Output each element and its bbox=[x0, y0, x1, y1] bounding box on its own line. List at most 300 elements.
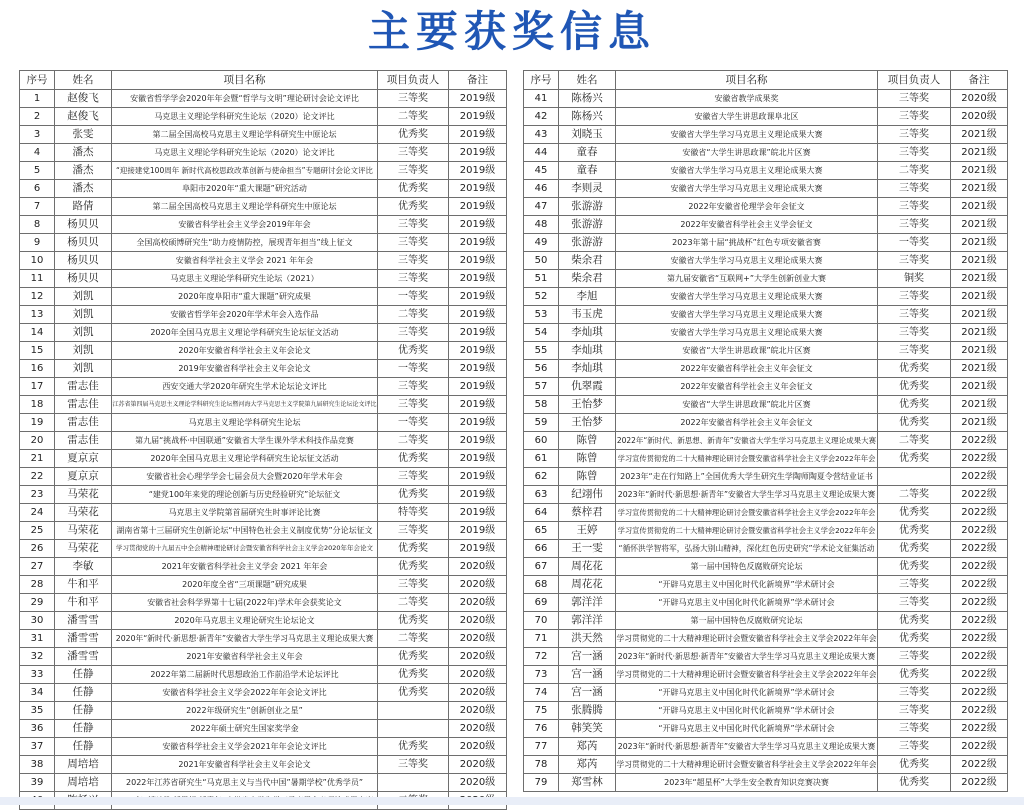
cell-no: 32 bbox=[20, 648, 55, 666]
cell-project: “开辟马克思主义中国化时代化新境界”学术研讨会 bbox=[616, 576, 878, 594]
cell-award: 优秀奖 bbox=[878, 612, 951, 630]
cell-project: 2022年“新时代、新思想、新青年”安徽省大学生学习马克思主义理论成果大赛 bbox=[616, 432, 878, 450]
cell-grade: 2022级 bbox=[951, 486, 1008, 504]
cell-name: 马荣花 bbox=[55, 540, 112, 558]
cell-no: 9 bbox=[20, 234, 55, 252]
cell-award: 三等奖 bbox=[878, 684, 951, 702]
cell-grade: 2021级 bbox=[951, 144, 1008, 162]
table-row bbox=[524, 576, 1008, 594]
cell-grade: 2021级 bbox=[951, 162, 1008, 180]
cell-grade: 2021级 bbox=[951, 414, 1008, 432]
cell-grade: 2022级 bbox=[951, 684, 1008, 702]
cell-grade: 2020级 bbox=[449, 702, 507, 720]
cell-name: 张游游 bbox=[559, 198, 616, 216]
cell-name: 宫一涵 bbox=[559, 684, 616, 702]
table-row bbox=[524, 486, 1008, 504]
cell-grade: 2021级 bbox=[951, 306, 1008, 324]
cell-name: 周培培 bbox=[55, 756, 112, 774]
cell-name: 柴余君 bbox=[559, 252, 616, 270]
cell-no: 59 bbox=[524, 414, 559, 432]
table-row bbox=[20, 774, 507, 792]
cell-award bbox=[378, 720, 449, 738]
cell-award: 一等奖 bbox=[878, 234, 951, 252]
cell-name: 李旭 bbox=[559, 288, 616, 306]
cell-award: 三等奖 bbox=[878, 594, 951, 612]
cell-award: 二等奖 bbox=[878, 486, 951, 504]
cell-name: 夏京京 bbox=[55, 450, 112, 468]
cell-award: 优秀奖 bbox=[378, 666, 449, 684]
table-row bbox=[524, 324, 1008, 342]
table-row bbox=[524, 270, 1008, 288]
cell-project: “建党100年来党的理论创新与历史经验研究”论坛征文 bbox=[112, 486, 378, 504]
cell-name: 潘杰 bbox=[55, 162, 112, 180]
cell-award: 优秀奖 bbox=[378, 450, 449, 468]
cell-no: 68 bbox=[524, 576, 559, 594]
cell-no: 52 bbox=[524, 288, 559, 306]
cell-project: 2022年安徽省科学社会主义年会征文 bbox=[616, 378, 878, 396]
cell-project: 第九届“挑战杯·中国联通”安徽省大学生课外学术科技作品竞赛 bbox=[112, 432, 378, 450]
table-row bbox=[20, 378, 507, 396]
cell-no: 73 bbox=[524, 666, 559, 684]
cell-project: 马克思主义学院第首届研究生时事评论比赛 bbox=[112, 504, 378, 522]
cell-no: 71 bbox=[524, 630, 559, 648]
table-row bbox=[20, 288, 507, 306]
cell-grade: 2022级 bbox=[951, 432, 1008, 450]
table-row bbox=[524, 540, 1008, 558]
cell-no: 69 bbox=[524, 594, 559, 612]
cell-project: 2020年安徽省科学社会主义年会论文 bbox=[112, 342, 378, 360]
cell-grade: 2022级 bbox=[951, 558, 1008, 576]
cell-name: 赵俊飞 bbox=[55, 90, 112, 108]
cell-name: 陈曾 bbox=[559, 450, 616, 468]
cell-name: 潘雪雪 bbox=[55, 648, 112, 666]
header-name: 姓名 bbox=[55, 71, 112, 90]
cell-name: 韩笑笑 bbox=[559, 720, 616, 738]
cell-name: 张游游 bbox=[559, 234, 616, 252]
cell-grade: 2019级 bbox=[449, 414, 507, 432]
cell-grade: 2019级 bbox=[449, 342, 507, 360]
cell-project: 2020年“新时代·新思想·新青年”安徽省大学生学习马克思主义理论成果大赛 bbox=[112, 630, 378, 648]
table-row bbox=[524, 198, 1008, 216]
cell-grade: 2019级 bbox=[449, 378, 507, 396]
cell-no: 10 bbox=[20, 252, 55, 270]
cell-name: 郭洋洋 bbox=[559, 594, 616, 612]
cell-award: 优秀奖 bbox=[378, 342, 449, 360]
table-row bbox=[524, 774, 1008, 792]
cell-grade: 2020级 bbox=[449, 738, 507, 756]
table-row bbox=[20, 648, 507, 666]
cell-no: 78 bbox=[524, 756, 559, 774]
cell-project: 学习贯彻党的二十大精神理论研讨会暨安徽省科学社会主义学会2022年年会 bbox=[616, 666, 878, 684]
cell-name: 牛和平 bbox=[55, 594, 112, 612]
cell-no: 65 bbox=[524, 522, 559, 540]
cell-award: 三等奖 bbox=[378, 576, 449, 594]
table-row bbox=[524, 396, 1008, 414]
cell-grade: 2021级 bbox=[951, 288, 1008, 306]
cell-award: 优秀奖 bbox=[378, 126, 449, 144]
cell-name: 张游游 bbox=[559, 216, 616, 234]
table-row bbox=[524, 594, 1008, 612]
cell-name: 夏京京 bbox=[55, 468, 112, 486]
cell-name: 陈杨兴 bbox=[559, 108, 616, 126]
cell-grade: 2020级 bbox=[449, 684, 507, 702]
cell-project: “开辟马克思主义中国化时代化新境界”学术研讨会 bbox=[616, 702, 878, 720]
cell-award: 三等奖 bbox=[878, 144, 951, 162]
cell-name: 刘凯 bbox=[55, 324, 112, 342]
cell-no: 70 bbox=[524, 612, 559, 630]
cell-no: 50 bbox=[524, 252, 559, 270]
cell-no: 55 bbox=[524, 342, 559, 360]
cell-grade: 2021级 bbox=[951, 198, 1008, 216]
cell-grade: 2020级 bbox=[951, 108, 1008, 126]
cell-no: 1 bbox=[20, 90, 55, 108]
cell-project: 2020年全国马克思主义理论学科研究生论坛征文活动 bbox=[112, 450, 378, 468]
cell-project: 安徽省科学社会主义学会2022年年会论文评比 bbox=[112, 684, 378, 702]
cell-no: 17 bbox=[20, 378, 55, 396]
cell-name: 杨贝贝 bbox=[55, 234, 112, 252]
cell-grade: 2019级 bbox=[449, 324, 507, 342]
cell-name: 周培培 bbox=[55, 774, 112, 792]
cell-name: 任静 bbox=[55, 666, 112, 684]
cell-grade: 2020级 bbox=[449, 594, 507, 612]
cell-no: 13 bbox=[20, 306, 55, 324]
table-row bbox=[20, 198, 507, 216]
cell-award: 三等奖 bbox=[378, 324, 449, 342]
cell-grade: 2022级 bbox=[951, 540, 1008, 558]
cell-name: 王一雯 bbox=[559, 540, 616, 558]
cell-name: 王婷 bbox=[559, 522, 616, 540]
table-row bbox=[20, 666, 507, 684]
cell-grade: 2019级 bbox=[449, 450, 507, 468]
cell-grade: 2020级 bbox=[449, 756, 507, 774]
cell-name: 王怡梦 bbox=[559, 414, 616, 432]
cell-award: 优秀奖 bbox=[878, 504, 951, 522]
cell-no: 36 bbox=[20, 720, 55, 738]
cell-project: 2023年“新时代·新思想·新青年”安徽省大学生学习马克思主义理论成果大赛 bbox=[616, 738, 878, 756]
cell-name: 任静 bbox=[55, 702, 112, 720]
cell-award: 优秀奖 bbox=[878, 630, 951, 648]
cell-name: 刘凯 bbox=[55, 288, 112, 306]
cell-award: 优秀奖 bbox=[878, 774, 951, 792]
table-row bbox=[524, 612, 1008, 630]
cell-grade: 2020级 bbox=[449, 774, 507, 792]
cell-name: 陈曾 bbox=[559, 432, 616, 450]
cell-project: 2020年马克思主义理论研究生论坛论文 bbox=[112, 612, 378, 630]
cell-project: 2022年第二届新时代思想政治工作前沿学术论坛评比 bbox=[112, 666, 378, 684]
cell-project: 安徽省大学生学习马克思主义理论成果大赛 bbox=[616, 126, 878, 144]
cell-project: 安徽省科学社会主义学会2021年年会论文评比 bbox=[112, 738, 378, 756]
cell-grade: 2019级 bbox=[449, 288, 507, 306]
cell-project: “循怀洪学智将军，弘扬大别山精神，深化红色历史研究”学术论文征集活动 bbox=[616, 540, 878, 558]
cell-no: 38 bbox=[20, 756, 55, 774]
cell-name: 李灿琪 bbox=[559, 342, 616, 360]
cell-grade: 2021级 bbox=[951, 252, 1008, 270]
cell-grade: 2021级 bbox=[951, 324, 1008, 342]
cell-name: 潘杰 bbox=[55, 144, 112, 162]
cell-name: 王怡梦 bbox=[559, 396, 616, 414]
cell-no: 63 bbox=[524, 486, 559, 504]
table-row bbox=[20, 252, 507, 270]
table-row bbox=[524, 306, 1008, 324]
cell-name: 马荣花 bbox=[55, 522, 112, 540]
cell-no: 48 bbox=[524, 216, 559, 234]
cell-grade: 2020级 bbox=[449, 612, 507, 630]
cell-no: 30 bbox=[20, 612, 55, 630]
cell-award: 二等奖 bbox=[378, 108, 449, 126]
cell-project: 安徽省“大学生讲思政课”皖北片区赛 bbox=[616, 342, 878, 360]
cell-no: 8 bbox=[20, 216, 55, 234]
cell-no: 14 bbox=[20, 324, 55, 342]
cell-no: 39 bbox=[20, 774, 55, 792]
cell-grade: 2021级 bbox=[951, 180, 1008, 198]
table-row bbox=[524, 720, 1008, 738]
table-row bbox=[20, 180, 507, 198]
cell-no: 53 bbox=[524, 306, 559, 324]
cell-project: 马克思主义理论学科研究生论坛（2020）论文评比 bbox=[112, 108, 378, 126]
cell-grade: 2022级 bbox=[951, 738, 1008, 756]
table-row bbox=[20, 468, 507, 486]
cell-name: 陈杨兴 bbox=[559, 90, 616, 108]
cell-project: 安徽省大学生学习马克思主义理论成果大赛 bbox=[616, 288, 878, 306]
cell-name: 马荣花 bbox=[55, 486, 112, 504]
cell-award: 铜奖 bbox=[878, 270, 951, 288]
cell-project: 2019年安徽省科学社会主义年会论文 bbox=[112, 360, 378, 378]
cell-grade: 2022级 bbox=[951, 648, 1008, 666]
table-row bbox=[20, 90, 507, 108]
cell-award: 优秀奖 bbox=[878, 666, 951, 684]
cell-award: 优秀奖 bbox=[378, 648, 449, 666]
cell-no: 54 bbox=[524, 324, 559, 342]
table-row bbox=[20, 234, 507, 252]
cell-grade: 2020级 bbox=[449, 558, 507, 576]
header-no: 序号 bbox=[20, 71, 55, 90]
cell-name: 潘雪雪 bbox=[55, 612, 112, 630]
cell-grade: 2020级 bbox=[449, 630, 507, 648]
cell-grade: 2019级 bbox=[449, 360, 507, 378]
cell-award: 三等奖 bbox=[878, 108, 951, 126]
cell-grade: 2022级 bbox=[951, 594, 1008, 612]
cell-no: 37 bbox=[20, 738, 55, 756]
cell-award: 三等奖 bbox=[378, 270, 449, 288]
cell-no: 4 bbox=[20, 144, 55, 162]
cell-no: 34 bbox=[20, 684, 55, 702]
cell-grade: 2021级 bbox=[951, 378, 1008, 396]
cell-award: 优秀奖 bbox=[878, 360, 951, 378]
cell-award: 优秀奖 bbox=[378, 738, 449, 756]
cell-grade: 2020级 bbox=[951, 90, 1008, 108]
cell-project: 安徽省科学社会主义学会2019年年会 bbox=[112, 216, 378, 234]
cell-award: 三等奖 bbox=[878, 702, 951, 720]
cell-grade: 2019级 bbox=[449, 162, 507, 180]
cell-name: 宫一涵 bbox=[559, 648, 616, 666]
header-project: 项目名称 bbox=[112, 71, 378, 90]
cell-name: 张腾腾 bbox=[559, 702, 616, 720]
cell-award: 一等奖 bbox=[378, 288, 449, 306]
cell-name: 刘凯 bbox=[55, 306, 112, 324]
cell-name: 童春 bbox=[559, 144, 616, 162]
cell-award: 优秀奖 bbox=[878, 558, 951, 576]
cell-project: 学习宣传贯彻党的二十大精神理论研讨会暨安徽省科学社会主义学会2022年年会 bbox=[616, 450, 878, 468]
cell-award: 三等奖 bbox=[378, 756, 449, 774]
table-row bbox=[524, 378, 1008, 396]
cell-project: 西安交通大学2020年研究生学术论坛论文评比 bbox=[112, 378, 378, 396]
cell-name: 雷志佳 bbox=[55, 414, 112, 432]
cell-grade: 2019级 bbox=[449, 522, 507, 540]
cell-no: 16 bbox=[20, 360, 55, 378]
header-grade: 备注 bbox=[951, 71, 1008, 90]
cell-name: 刘晓玉 bbox=[559, 126, 616, 144]
table-row bbox=[524, 684, 1008, 702]
cell-project: “迎接建党100周年 新时代高校思政改革创新与使命担当”专题研讨会论文评比 bbox=[112, 162, 378, 180]
cell-name: 洪天然 bbox=[559, 630, 616, 648]
cell-no: 62 bbox=[524, 468, 559, 486]
cell-no: 43 bbox=[524, 126, 559, 144]
cell-grade: 2022级 bbox=[951, 702, 1008, 720]
cell-no: 22 bbox=[20, 468, 55, 486]
cell-award: 优秀奖 bbox=[878, 378, 951, 396]
cell-no: 35 bbox=[20, 702, 55, 720]
cell-no: 18 bbox=[20, 396, 55, 414]
cell-no: 56 bbox=[524, 360, 559, 378]
cell-name: 刘凯 bbox=[55, 360, 112, 378]
cell-grade: 2019级 bbox=[449, 396, 507, 414]
table-row bbox=[20, 162, 507, 180]
cell-award bbox=[378, 774, 449, 792]
cell-grade: 2022级 bbox=[951, 468, 1008, 486]
cell-no: 12 bbox=[20, 288, 55, 306]
cell-project: “开辟马克思主义中国化时代化新境界”学术研讨会 bbox=[616, 720, 878, 738]
cell-award: 三等奖 bbox=[878, 252, 951, 270]
cell-award: 三等奖 bbox=[878, 306, 951, 324]
cell-award: 优秀奖 bbox=[878, 540, 951, 558]
cell-project: 2022年安徽省伦理学会年会征文 bbox=[616, 198, 878, 216]
table-row bbox=[20, 126, 507, 144]
cell-award: 三等奖 bbox=[378, 90, 449, 108]
cell-project: 全国高校硕博研究生“助力疫情防控，展现青年担当”线上征文 bbox=[112, 234, 378, 252]
table-row bbox=[524, 414, 1008, 432]
cell-project: 第九届安徽省“互联网+”大学生创新创业大赛 bbox=[616, 270, 878, 288]
cell-project: 安徽省大学生讲思政课阜北区 bbox=[616, 108, 878, 126]
cell-project: 安徽省社会科学界第十七届(2022年)学术年会获奖论文 bbox=[112, 594, 378, 612]
cell-no: 77 bbox=[524, 738, 559, 756]
cell-grade: 2022级 bbox=[951, 666, 1008, 684]
table-row bbox=[524, 756, 1008, 774]
cell-no: 2 bbox=[20, 108, 55, 126]
cell-project: 学习贯彻党的十九届五中全会精神理论研讨会暨安徽省科学社会主义学会2020年年会论文 bbox=[112, 540, 378, 558]
cell-award: 一等奖 bbox=[378, 360, 449, 378]
cell-no: 6 bbox=[20, 180, 55, 198]
header-award: 项目负责人 bbox=[878, 71, 951, 90]
table-row bbox=[20, 576, 507, 594]
table-row bbox=[20, 486, 507, 504]
cell-project: 2022年安徽省科学社会主义年会征文 bbox=[616, 360, 878, 378]
cell-no: 51 bbox=[524, 270, 559, 288]
cell-grade: 2022级 bbox=[951, 450, 1008, 468]
table-row bbox=[20, 306, 507, 324]
cell-no: 25 bbox=[20, 522, 55, 540]
cell-award: 三等奖 bbox=[878, 216, 951, 234]
table-row bbox=[20, 594, 507, 612]
table-row bbox=[524, 738, 1008, 756]
cell-no: 45 bbox=[524, 162, 559, 180]
cell-award: 二等奖 bbox=[378, 432, 449, 450]
cell-project: 安徽省哲学年会2020年学术年会入选作品 bbox=[112, 306, 378, 324]
cell-no: 33 bbox=[20, 666, 55, 684]
table-row bbox=[524, 162, 1008, 180]
cell-name: 李灿琪 bbox=[559, 360, 616, 378]
cell-award: 三等奖 bbox=[378, 162, 449, 180]
cell-no: 79 bbox=[524, 774, 559, 792]
cell-project: 学习宣传贯彻党的二十大精神理论研讨会暨安徽省科学社会主义学会2022年年会 bbox=[616, 522, 878, 540]
header-project: 项目名称 bbox=[616, 71, 878, 90]
table-row bbox=[20, 216, 507, 234]
cell-name: 路倩 bbox=[55, 198, 112, 216]
cell-name: 宫一涵 bbox=[559, 666, 616, 684]
table-row bbox=[524, 666, 1008, 684]
cell-project: 2020年度阜阳市“重大课题”研究成果 bbox=[112, 288, 378, 306]
cell-grade: 2021级 bbox=[951, 396, 1008, 414]
cell-award: 三等奖 bbox=[378, 468, 449, 486]
cell-award: 三等奖 bbox=[878, 198, 951, 216]
table-row bbox=[524, 234, 1008, 252]
cell-name: 郭洋洋 bbox=[559, 612, 616, 630]
header-award: 项目负责人 bbox=[378, 71, 449, 90]
cell-no: 44 bbox=[524, 144, 559, 162]
cell-grade: 2019级 bbox=[449, 198, 507, 216]
table-row bbox=[20, 720, 507, 738]
cell-project: 安徽省“大学生讲思政课”皖北片区赛 bbox=[616, 396, 878, 414]
table-row bbox=[20, 756, 507, 774]
cell-award: 二等奖 bbox=[878, 432, 951, 450]
cell-grade: 2021级 bbox=[951, 234, 1008, 252]
cell-award: 优秀奖 bbox=[378, 486, 449, 504]
cell-grade: 2019级 bbox=[449, 108, 507, 126]
cell-project: 第一届中国特色反腐败研究论坛 bbox=[616, 612, 878, 630]
cell-grade: 2022级 bbox=[951, 504, 1008, 522]
table-row bbox=[20, 342, 507, 360]
cell-name: 潘雪雪 bbox=[55, 630, 112, 648]
table-row bbox=[20, 108, 507, 126]
cell-project: 2022年安徽省科学社会主义年会征文 bbox=[616, 414, 878, 432]
cell-name: 郑芮 bbox=[559, 738, 616, 756]
table-row bbox=[20, 630, 507, 648]
cell-project: 第二届全国高校马克思主义理论学科研究生中原论坛 bbox=[112, 198, 378, 216]
cell-grade: 2022级 bbox=[951, 756, 1008, 774]
cell-project: 阜阳市2020年“重大课题”研究活动 bbox=[112, 180, 378, 198]
cell-award: 优秀奖 bbox=[378, 198, 449, 216]
table-row bbox=[20, 540, 507, 558]
cell-project: 安徽省“大学生讲思政课”皖北片区赛 bbox=[616, 144, 878, 162]
table-row bbox=[524, 504, 1008, 522]
cell-award: 特等奖 bbox=[378, 504, 449, 522]
table-row bbox=[20, 684, 507, 702]
cell-no: 5 bbox=[20, 162, 55, 180]
cell-award: 二等奖 bbox=[378, 630, 449, 648]
cell-grade: 2020级 bbox=[449, 720, 507, 738]
cell-grade: 2021级 bbox=[951, 360, 1008, 378]
cell-name: 雷志佳 bbox=[55, 432, 112, 450]
cell-grade: 2022级 bbox=[951, 522, 1008, 540]
cell-award: 三等奖 bbox=[878, 738, 951, 756]
cell-grade: 2021级 bbox=[951, 270, 1008, 288]
cell-no: 21 bbox=[20, 450, 55, 468]
table-row bbox=[20, 144, 507, 162]
cell-grade: 2019级 bbox=[449, 216, 507, 234]
cell-no: 29 bbox=[20, 594, 55, 612]
cell-grade: 2022级 bbox=[951, 720, 1008, 738]
cell-grade: 2020级 bbox=[449, 648, 507, 666]
cell-project: 2020年度全省“三项课题”研究成果 bbox=[112, 576, 378, 594]
